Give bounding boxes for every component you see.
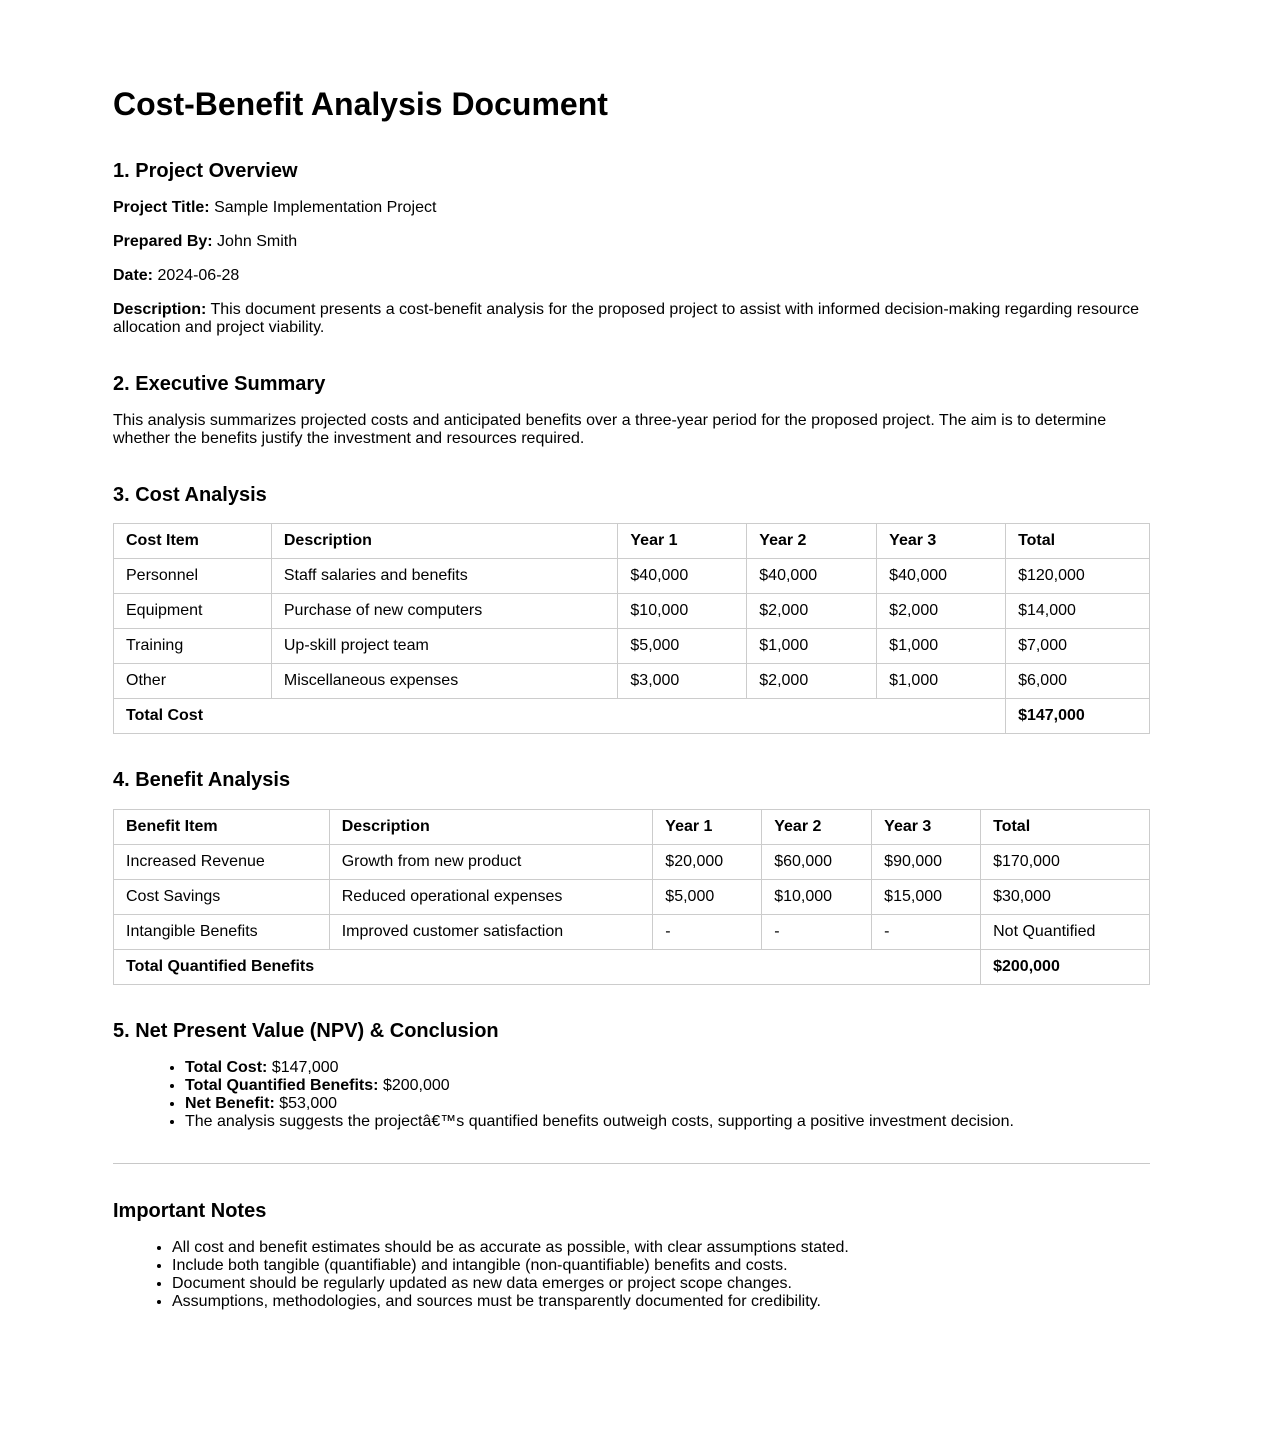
- date-line: [113, 267, 1150, 285]
- table-cell: $2,000: [747, 594, 877, 629]
- cost-total-row: [114, 699, 1150, 734]
- prepared-by-line: [113, 233, 1150, 251]
- table-cell: Staff salaries and benefits: [271, 559, 618, 594]
- npv-list: [113, 1059, 1150, 1131]
- table-cell: $14,000: [1006, 594, 1150, 629]
- document-page: [113, 0, 1150, 1310]
- table-row: [114, 594, 1150, 629]
- table-cell: Miscellaneous expenses: [271, 664, 618, 699]
- cost-header-cell: Description: [271, 524, 618, 559]
- benefit-header-cell: Year 2: [762, 810, 872, 845]
- description-label: Description:: [113, 301, 207, 318]
- project-title-value: Sample Implementation Project: [214, 199, 437, 216]
- benefit-header-cell: Benefit Item: [114, 810, 330, 845]
- table-cell: Growth from new product: [329, 845, 653, 880]
- table-cell: Personnel: [114, 559, 272, 594]
- table-cell: -: [762, 915, 872, 950]
- table-cell: Increased Revenue: [114, 845, 330, 880]
- table-cell: $5,000: [618, 629, 747, 664]
- benefit-header-cell: Description: [329, 810, 653, 845]
- table-cell: Intangible Benefits: [114, 915, 330, 950]
- table-cell: $1,000: [877, 629, 1006, 664]
- cost-header-cell: Cost Item: [114, 524, 272, 559]
- table-cell: $2,000: [747, 664, 877, 699]
- table-row: [114, 845, 1150, 880]
- description-value: This document presents a cost-benefit analysis for the proposed project to assist with informed decision-making regarding resource allocation and project viability.: [113, 301, 1139, 336]
- cost-header-cell: Year 2: [747, 524, 877, 559]
- table-cell: $3,000: [618, 664, 747, 699]
- table-cell: $5,000: [653, 880, 762, 915]
- list-item: [185, 1095, 1150, 1113]
- table-cell: $170,000: [981, 845, 1150, 880]
- table-cell: Reduced operational expenses: [329, 880, 653, 915]
- table-cell: $2,000: [877, 594, 1006, 629]
- table-cell: Purchase of new computers: [271, 594, 618, 629]
- section-divider: [113, 1163, 1150, 1164]
- table-cell: $40,000: [618, 559, 747, 594]
- table-cell: Up-skill project team: [271, 629, 618, 664]
- table-cell: -: [653, 915, 762, 950]
- description-line: [113, 301, 1150, 337]
- section-heading-costs: 3. Cost Analysis: [113, 484, 267, 506]
- npv-net-benefit-value: $53,000: [279, 1095, 338, 1112]
- table-row: [114, 915, 1150, 950]
- list-item: • Include both tangible (quantifiable) and intangible (non-quantifiable) benefits and costs.: [172, 1257, 1137, 1275]
- table-cell: $10,000: [618, 594, 747, 629]
- npv-net-benefit-label: Net Benefit:: [185, 1095, 275, 1112]
- cost-table: [113, 523, 1150, 734]
- table-row: [114, 559, 1150, 594]
- cost-table-header-row: [114, 524, 1150, 559]
- table-cell: $40,000: [877, 559, 1006, 594]
- table-row: [114, 880, 1150, 915]
- list-item: • Document should be regularly updated as new data emerges or project scope changes.: [172, 1275, 1137, 1293]
- table-cell: $10,000: [762, 880, 872, 915]
- table-cell: Cost Savings: [114, 880, 330, 915]
- prepared-by-label: Prepared By:: [113, 233, 213, 250]
- section-heading-overview: 1. Project Overview: [113, 160, 298, 182]
- section-heading-benefits: 4. Benefit Analysis: [113, 769, 291, 791]
- table-cell: $6,000: [1006, 664, 1150, 699]
- list-item: • Assumptions, methodologies, and sources must be transparently documented for credibility.: [172, 1293, 1137, 1311]
- benefit-total-label: Total Quantified Benefits: [114, 950, 981, 985]
- table-cell: Equipment: [114, 594, 272, 629]
- table-cell: Training: [114, 629, 272, 664]
- benefit-table: [113, 809, 1150, 985]
- table-cell: $30,000: [981, 880, 1150, 915]
- summary-text: This analysis summarizes projected costs and anticipated benefits over a three-year period for the proposed project. The aim is to determine whether the benefits justify the investment and resources required.: [113, 412, 1107, 447]
- table-cell: $60,000: [762, 845, 872, 880]
- section-heading-summary: 2. Executive Summary: [113, 373, 326, 395]
- list-item: • All cost and benefit estimates should be as accurate as possible, with clear assumptions stated.: [172, 1239, 1137, 1257]
- date-value: 2024-06-28: [157, 267, 240, 284]
- npv-total-cost-label: Total Cost:: [185, 1059, 268, 1076]
- table-cell: -: [872, 915, 981, 950]
- section-heading-notes: Important Notes: [113, 1200, 267, 1222]
- section-heading-npv: 5. Net Present Value (NPV) & Conclusion: [113, 1020, 499, 1042]
- table-cell: $40,000: [747, 559, 877, 594]
- npv-total-cost-value: $147,000: [271, 1059, 339, 1076]
- table-cell: $120,000: [1006, 559, 1150, 594]
- cost-header-cell: Year 1: [618, 524, 747, 559]
- project-title-label: Project Title:: [113, 199, 210, 216]
- table-cell: $90,000: [872, 845, 981, 880]
- cost-header-cell: Year 3: [877, 524, 1006, 559]
- document-title: Cost-Benefit Analysis Document: [113, 86, 608, 122]
- table-cell: Improved customer satisfaction: [329, 915, 653, 950]
- table-cell: Other: [114, 664, 272, 699]
- list-item: • The analysis suggests the projectâ€™s quantified benefits outweigh costs, supporting a positive investment decision.: [185, 1113, 1150, 1131]
- table-cell: $15,000: [872, 880, 981, 915]
- benefit-header-cell: Year 3: [872, 810, 981, 845]
- benefit-header-cell: Total: [981, 810, 1150, 845]
- benefit-total-value: $200,000: [981, 950, 1150, 985]
- cost-total-label: Total Cost: [114, 699, 1006, 734]
- npv-total-benefits-value: $200,000: [382, 1077, 450, 1094]
- table-cell: Not Quantified: [981, 915, 1150, 950]
- table-cell: $1,000: [877, 664, 1006, 699]
- table-cell: $1,000: [747, 629, 877, 664]
- list-item: [185, 1077, 1150, 1095]
- table-cell: $7,000: [1006, 629, 1150, 664]
- table-row: [114, 629, 1150, 664]
- benefit-header-cell: Year 1: [653, 810, 762, 845]
- benefit-total-row: [114, 950, 1150, 985]
- cost-total-value: $147,000: [1006, 699, 1150, 734]
- prepared-by-value: John Smith: [217, 233, 298, 250]
- notes-list: [113, 1239, 1137, 1311]
- npv-total-benefits-label: Total Quantified Benefits:: [185, 1077, 379, 1094]
- project-title-line: [113, 199, 1150, 217]
- benefit-table-header-row: [114, 810, 1150, 845]
- list-item: [185, 1059, 1150, 1077]
- table-cell: $20,000: [653, 845, 762, 880]
- date-label: Date:: [113, 267, 154, 284]
- cost-header-cell: Total: [1006, 524, 1150, 559]
- table-row: [114, 664, 1150, 699]
